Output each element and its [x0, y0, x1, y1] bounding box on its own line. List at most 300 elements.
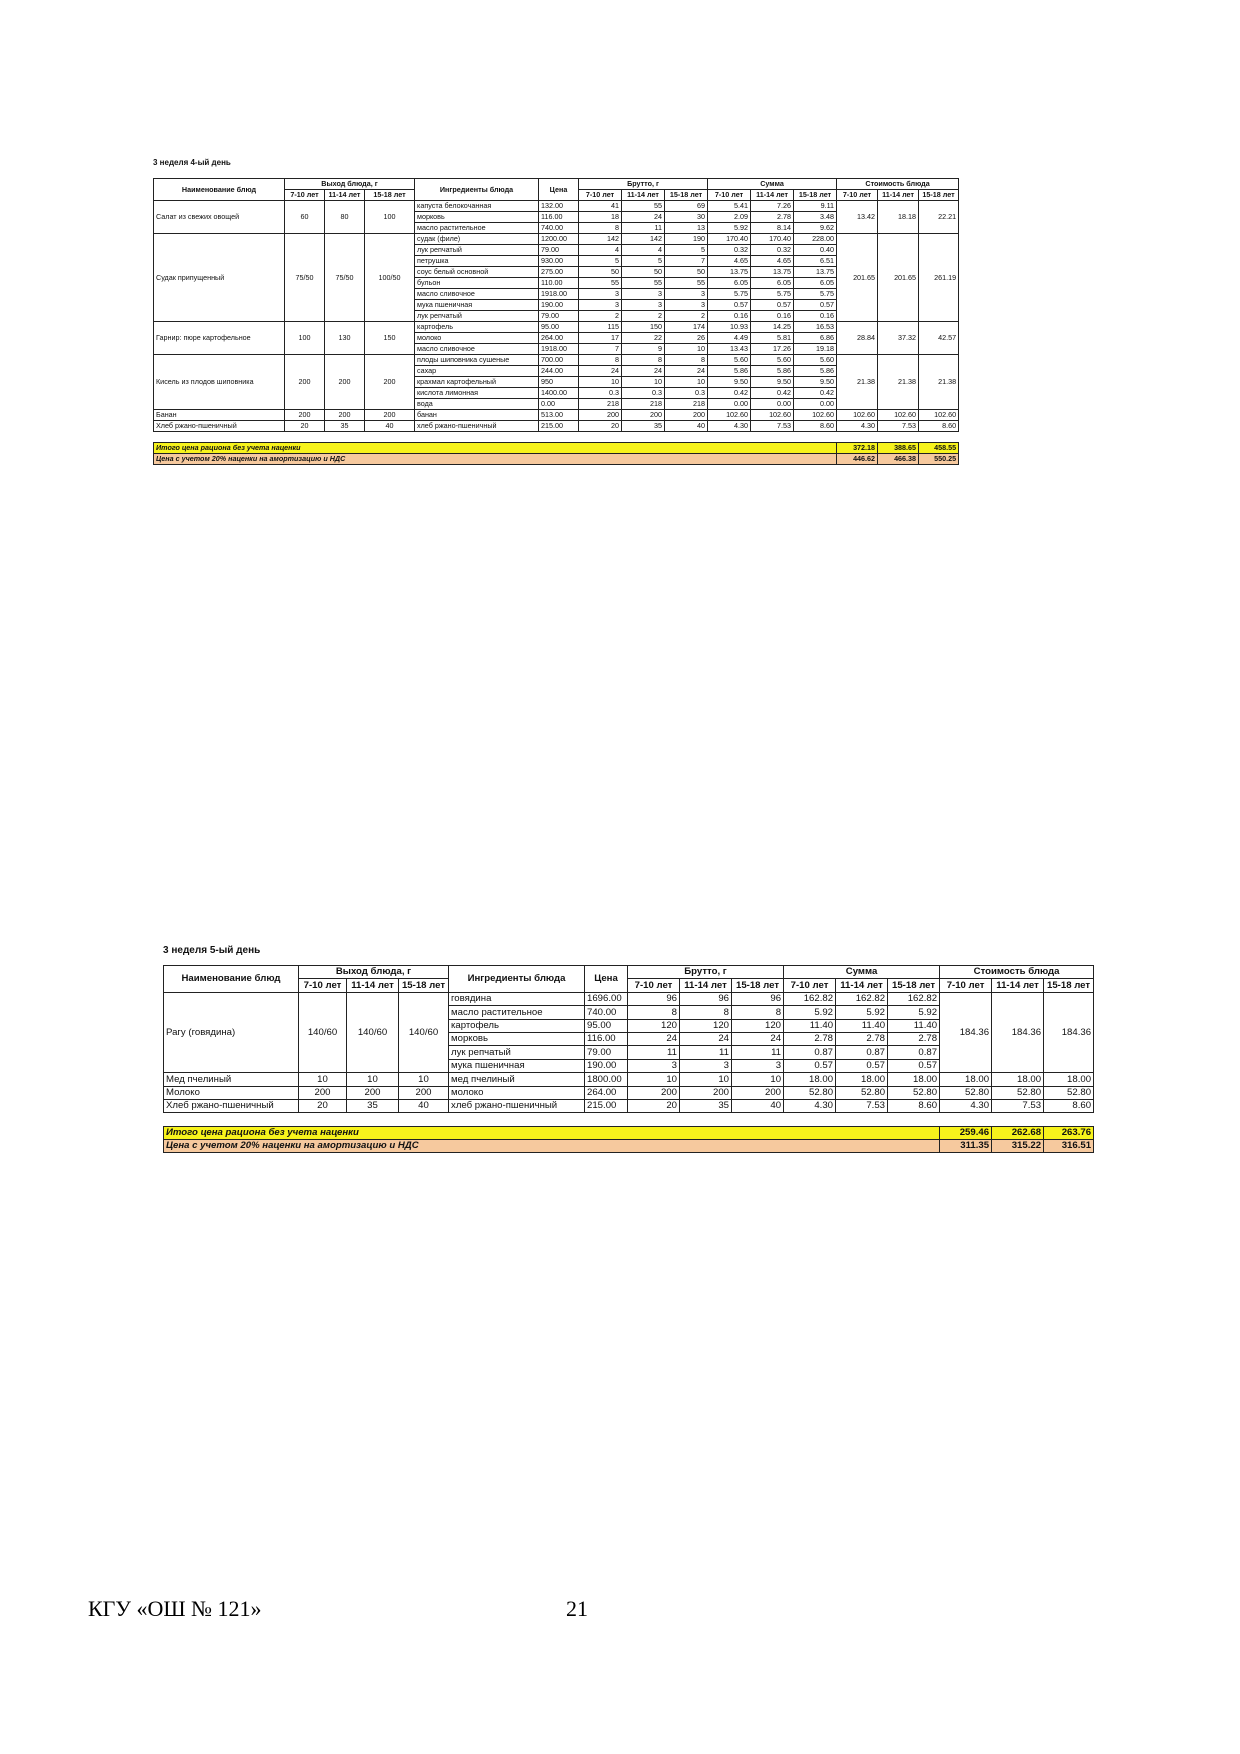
spacer-cell: [164, 1113, 1094, 1126]
day-title: 3 неделя 5-ый день: [163, 945, 261, 956]
sum-value: 13.75: [794, 267, 837, 278]
sum-value: 8.60: [794, 421, 837, 432]
header-output: Выход блюда, г: [285, 179, 415, 190]
sum-value: 102.60: [708, 410, 751, 421]
brutto-value: 3: [665, 300, 708, 311]
brutto-value: 3: [628, 1059, 680, 1072]
dish-name: Банан: [154, 410, 285, 421]
sum-value: 0.57: [784, 1059, 836, 1072]
brutto-value: 20: [579, 421, 622, 432]
brutto-value: 18: [579, 212, 622, 223]
brutto-value: 10: [732, 1073, 784, 1086]
brutto-value: 120: [680, 1019, 732, 1032]
brutto-value: 120: [628, 1019, 680, 1032]
header-cost: Стоимость блюда: [837, 179, 959, 190]
sum-value: 0.57: [888, 1059, 940, 1072]
table-row: [164, 1099, 1094, 1112]
brutto-value: 9: [622, 344, 665, 355]
dish-output: 60: [285, 201, 325, 234]
ingredient-name: мука пшеничная: [449, 1059, 585, 1072]
brutto-value: 115: [579, 322, 622, 333]
dish-cost: 7.53: [878, 421, 919, 432]
dish-output: 35: [347, 1099, 399, 1112]
dish-output: 140/60: [399, 992, 449, 1072]
sum-value: 52.80: [836, 1086, 888, 1099]
sum-value: 6.05: [794, 278, 837, 289]
total-row-value: 458.55: [919, 443, 959, 454]
ingredient-price: 95.00: [539, 322, 579, 333]
table-row: [154, 410, 959, 421]
dish-output: 100/50: [365, 234, 415, 322]
dish-cost: 184.36: [992, 992, 1044, 1072]
header-sum: Сумма: [784, 966, 940, 979]
brutto-value: 11: [680, 1046, 732, 1059]
brutto-value: 55: [665, 278, 708, 289]
sum-value: 5.92: [708, 223, 751, 234]
dish-output: 40: [365, 421, 415, 432]
header-age: 11-14 лет: [751, 190, 794, 201]
dish-cost: 18.00: [992, 1073, 1044, 1086]
brutto-value: 41: [579, 201, 622, 212]
ingredient-name: плоды шиповника сушеные: [415, 355, 539, 366]
ingredient-name: вода: [415, 399, 539, 410]
ingredient-price: 190.00: [585, 1059, 628, 1072]
markup-row: [154, 454, 959, 465]
brutto-value: 8: [628, 1006, 680, 1019]
sum-value: 0.87: [836, 1046, 888, 1059]
ingredient-name: масло сливочное: [415, 344, 539, 355]
markup-row-value: 466.38: [878, 454, 919, 465]
dish-output: 100: [365, 201, 415, 234]
total-row-value: 388.65: [878, 443, 919, 454]
ingredient-price: 215.00: [585, 1099, 628, 1112]
table-row: [154, 322, 959, 333]
brutto-value: 5: [622, 256, 665, 267]
dish-cost: 37.32: [878, 322, 919, 355]
sum-value: 0.00: [794, 399, 837, 410]
ingredient-price: 740.00: [585, 1006, 628, 1019]
header-ingredients: Ингредиенты блюда: [415, 179, 539, 201]
header-row: [164, 966, 1094, 979]
brutto-value: 17: [579, 333, 622, 344]
brutto-value: 10: [680, 1073, 732, 1086]
sum-value: 5.75: [708, 289, 751, 300]
ingredient-name: сахар: [415, 366, 539, 377]
sum-value: 6.05: [708, 278, 751, 289]
header-dish: Наименование блюд: [154, 179, 285, 201]
ingredient-price: 740.00: [539, 223, 579, 234]
header-age: 7-10 лет: [784, 979, 836, 992]
ingredient-name: молоко: [415, 333, 539, 344]
sum-value: 18.00: [836, 1073, 888, 1086]
markup-row: [164, 1140, 1094, 1153]
ingredient-name: масло растительное: [415, 223, 539, 234]
sum-value: 0.42: [751, 388, 794, 399]
brutto-value: 5: [579, 256, 622, 267]
sum-value: 0.16: [751, 311, 794, 322]
brutto-value: 5: [665, 245, 708, 256]
footer-org: КГУ «ОШ № 121»: [88, 1596, 262, 1621]
brutto-value: 2: [622, 311, 665, 322]
sum-value: 162.82: [784, 992, 836, 1005]
dish-cost: 42.57: [919, 322, 959, 355]
dish-output: 20: [285, 421, 325, 432]
brutto-value: 96: [628, 992, 680, 1005]
sum-value: 0.00: [708, 399, 751, 410]
dish-output: 80: [325, 201, 365, 234]
dish-cost: 8.60: [919, 421, 959, 432]
markup-row-label: Цена с учетом 20% наценки на амортизацию и НДС: [164, 1140, 940, 1153]
dish-cost: 8.60: [1044, 1099, 1094, 1112]
dish-cost: 13.42: [837, 201, 878, 234]
brutto-value: 11: [628, 1046, 680, 1059]
sum-value: 7.53: [836, 1099, 888, 1112]
ingredient-name: лук репчатый: [449, 1046, 585, 1059]
dish-output: 130: [325, 322, 365, 355]
sum-value: 228.00: [794, 234, 837, 245]
dish-cost: 4.30: [940, 1099, 992, 1112]
brutto-value: 55: [622, 278, 665, 289]
ingredient-price: 1800.00: [585, 1073, 628, 1086]
table-row: [154, 355, 959, 366]
sum-value: 10.93: [708, 322, 751, 333]
footer-page-number: 21: [566, 1596, 588, 1621]
header-age: 11-14 лет: [347, 979, 399, 992]
brutto-value: 142: [579, 234, 622, 245]
ingredient-name: бульон: [415, 278, 539, 289]
ingredient-price: 79.00: [539, 311, 579, 322]
table-row: [164, 1073, 1094, 1086]
ingredient-price: 1696.00: [585, 992, 628, 1005]
markup-row-value: 550.25: [919, 454, 959, 465]
brutto-value: 8: [680, 1006, 732, 1019]
sum-value: 170.40: [708, 234, 751, 245]
total-row-value: 372.18: [837, 443, 878, 454]
sum-value: 5.92: [836, 1006, 888, 1019]
header-age: 15-18 лет: [919, 190, 959, 201]
brutto-value: 50: [579, 267, 622, 278]
header-age: 11-14 лет: [992, 979, 1044, 992]
sum-value: 5.81: [751, 333, 794, 344]
brutto-value: 3: [579, 289, 622, 300]
ingredient-price: 264.00: [539, 333, 579, 344]
sum-value: 2.09: [708, 212, 751, 223]
ingredient-price: 79.00: [585, 1046, 628, 1059]
sum-value: 0.87: [784, 1046, 836, 1059]
brutto-value: 0.3: [579, 388, 622, 399]
ingredient-price: 1400.00: [539, 388, 579, 399]
brutto-value: 50: [665, 267, 708, 278]
total-row-label: Итого цена рациона без учета наценки: [164, 1126, 940, 1139]
dish-output: 20: [299, 1099, 347, 1112]
ingredient-price: 1200.00: [539, 234, 579, 245]
sum-value: 4.30: [708, 421, 751, 432]
dish-output: 10: [299, 1073, 347, 1086]
brutto-value: 10: [665, 344, 708, 355]
brutto-value: 10: [628, 1073, 680, 1086]
total-row: [164, 1126, 1094, 1139]
header-brutto: Брутто, г: [579, 179, 708, 190]
ingredient-name: лук репчатый: [415, 311, 539, 322]
spacer-cell: [154, 432, 959, 443]
ingredient-price: 513.00: [539, 410, 579, 421]
brutto-value: 3: [680, 1059, 732, 1072]
brutto-value: 3: [665, 289, 708, 300]
dish-cost: 52.80: [1044, 1086, 1094, 1099]
menu-block-day5: [163, 945, 1092, 1185]
header-price: Цена: [539, 179, 579, 201]
brutto-value: 3: [622, 289, 665, 300]
dish-output: 200: [325, 355, 365, 410]
sum-value: 5.75: [751, 289, 794, 300]
dish-cost: 102.60: [878, 410, 919, 421]
sum-value: 0.16: [708, 311, 751, 322]
sum-value: 162.82: [888, 992, 940, 1005]
sum-value: 7.53: [751, 421, 794, 432]
brutto-value: 10: [579, 377, 622, 388]
sum-value: 13.43: [708, 344, 751, 355]
ingredient-name: масло растительное: [449, 1006, 585, 1019]
total-row-value: 259.46: [940, 1126, 992, 1139]
header-age: 7-10 лет: [708, 190, 751, 201]
brutto-value: 24: [579, 366, 622, 377]
sum-value: 17.26: [751, 344, 794, 355]
brutto-value: 7: [665, 256, 708, 267]
brutto-value: 20: [628, 1099, 680, 1112]
dish-output: 140/60: [347, 992, 399, 1072]
table-row: [154, 421, 959, 432]
sum-value: 52.80: [784, 1086, 836, 1099]
sum-value: 170.40: [751, 234, 794, 245]
sum-value: 19.18: [794, 344, 837, 355]
dish-cost: 21.38: [878, 355, 919, 410]
sum-value: 0.57: [751, 300, 794, 311]
sum-value: 11.40: [836, 1019, 888, 1032]
header-age: 15-18 лет: [365, 190, 415, 201]
header-age: 11-14 лет: [680, 979, 732, 992]
brutto-value: 8: [579, 223, 622, 234]
sum-value: 11.40: [888, 1019, 940, 1032]
brutto-value: 40: [665, 421, 708, 432]
brutto-value: 0.3: [665, 388, 708, 399]
header-age: 15-18 лет: [888, 979, 940, 992]
header-output: Выход блюда, г: [299, 966, 449, 979]
dish-cost: 201.65: [878, 234, 919, 322]
dish-output: 35: [325, 421, 365, 432]
sum-value: 2.78: [751, 212, 794, 223]
ingredient-price: 275.00: [539, 267, 579, 278]
sum-value: 5.60: [751, 355, 794, 366]
sum-value: 6.05: [751, 278, 794, 289]
sum-value: 5.92: [784, 1006, 836, 1019]
sum-value: 2.78: [784, 1032, 836, 1045]
dish-output: 100: [285, 322, 325, 355]
sum-value: 9.50: [708, 377, 751, 388]
sum-value: 5.60: [708, 355, 751, 366]
sum-value: 0.40: [794, 245, 837, 256]
sum-value: 4.30: [784, 1099, 836, 1112]
ingredient-name: картофель: [449, 1019, 585, 1032]
ingredient-name: морковь: [415, 212, 539, 223]
brutto-value: 40: [732, 1099, 784, 1112]
brutto-value: 35: [622, 421, 665, 432]
brutto-value: 190: [665, 234, 708, 245]
ingredient-price: 1918.00: [539, 344, 579, 355]
header-age: 7-10 лет: [628, 979, 680, 992]
brutto-value: 30: [665, 212, 708, 223]
total-row-value: 262.68: [992, 1126, 1044, 1139]
dish-output: 40: [399, 1099, 449, 1112]
brutto-value: 200: [680, 1086, 732, 1099]
dish-cost: 22.21: [919, 201, 959, 234]
dish-name: Гарнир: пюре картофельное: [154, 322, 285, 355]
header-age: 15-18 лет: [794, 190, 837, 201]
brutto-value: 3: [579, 300, 622, 311]
dish-output: 200: [365, 355, 415, 410]
brutto-value: 10: [665, 377, 708, 388]
brutto-value: 55: [622, 201, 665, 212]
menu-block-day4: [153, 158, 957, 508]
sum-value: 9.62: [794, 223, 837, 234]
sum-value: 3.48: [794, 212, 837, 223]
header-age: 15-18 лет: [1044, 979, 1094, 992]
brutto-value: 8: [732, 1006, 784, 1019]
sum-value: 9.50: [794, 377, 837, 388]
dish-cost: 28.84: [837, 322, 878, 355]
ingredient-name: хлеб ржано-пшеничный: [449, 1099, 585, 1112]
ingredient-price: 930.00: [539, 256, 579, 267]
brutto-value: 174: [665, 322, 708, 333]
brutto-value: 8: [622, 355, 665, 366]
spacer-row: [164, 1113, 1094, 1126]
dish-output: 200: [365, 410, 415, 421]
brutto-value: 2: [665, 311, 708, 322]
dish-cost: 184.36: [940, 992, 992, 1072]
header-age: 15-18 лет: [665, 190, 708, 201]
total-row-label: Итого цена рациона без учета наценки: [154, 443, 837, 454]
sum-value: 0.57: [794, 300, 837, 311]
header-age: 11-14 лет: [878, 190, 919, 201]
total-row: [154, 443, 959, 454]
sum-value: 4.49: [708, 333, 751, 344]
sum-value: 7.26: [751, 201, 794, 212]
sum-value: 11.40: [784, 1019, 836, 1032]
markup-row-value: 316.51: [1044, 1140, 1094, 1153]
dish-output: 200: [347, 1086, 399, 1099]
dish-cost: 102.60: [837, 410, 878, 421]
sum-value: 0.32: [708, 245, 751, 256]
sum-value: 102.60: [794, 410, 837, 421]
brutto-value: 8: [579, 355, 622, 366]
dish-output: 75/50: [285, 234, 325, 322]
ingredient-name: соус белый основной: [415, 267, 539, 278]
ingredient-price: 79.00: [539, 245, 579, 256]
ingredient-price: 95.00: [585, 1019, 628, 1032]
dish-cost: 102.60: [919, 410, 959, 421]
brutto-value: 24: [622, 366, 665, 377]
header-age: 7-10 лет: [579, 190, 622, 201]
header-age: 11-14 лет: [622, 190, 665, 201]
brutto-value: 200: [665, 410, 708, 421]
sum-value: 9.50: [751, 377, 794, 388]
dish-name: Салат из свежих овощей: [154, 201, 285, 234]
brutto-value: 8: [665, 355, 708, 366]
header-age: 7-10 лет: [299, 979, 347, 992]
sum-value: 9.11: [794, 201, 837, 212]
header-age: 7-10 лет: [940, 979, 992, 992]
dish-cost: 4.30: [837, 421, 878, 432]
brutto-value: 96: [732, 992, 784, 1005]
brutto-value: 4: [579, 245, 622, 256]
header-row: [154, 179, 959, 190]
sum-value: 16.53: [794, 322, 837, 333]
header-age: 11-14 лет: [836, 979, 888, 992]
spacer-row: [154, 432, 959, 443]
sum-value: 162.82: [836, 992, 888, 1005]
dish-name: Мед пчелиный: [164, 1073, 299, 1086]
ingredient-price: 700.00: [539, 355, 579, 366]
menu-table: [163, 965, 1094, 1153]
sum-value: 52.80: [888, 1086, 940, 1099]
brutto-value: 2: [579, 311, 622, 322]
brutto-value: 3: [622, 300, 665, 311]
dish-cost: 21.38: [919, 355, 959, 410]
dish-cost: 261.19: [919, 234, 959, 322]
ingredient-price: 110.00: [539, 278, 579, 289]
brutto-value: 10: [622, 377, 665, 388]
sum-value: 5.92: [888, 1006, 940, 1019]
brutto-value: 200: [622, 410, 665, 421]
dish-output: 150: [365, 322, 415, 355]
sum-value: 6.86: [794, 333, 837, 344]
ingredient-name: капуста белокочанная: [415, 201, 539, 212]
brutto-value: 24: [680, 1032, 732, 1045]
brutto-value: 150: [622, 322, 665, 333]
dish-cost: 52.80: [940, 1086, 992, 1099]
dish-cost: 7.53: [992, 1099, 1044, 1112]
ingredient-name: крахмал картофельный: [415, 377, 539, 388]
header-age-row: [164, 979, 1094, 992]
sum-value: 5.86: [751, 366, 794, 377]
markup-row-value: 315.22: [992, 1140, 1044, 1153]
dish-output: 200: [399, 1086, 449, 1099]
table-row: [154, 234, 959, 245]
ingredient-price: 950: [539, 377, 579, 388]
table-row: [154, 201, 959, 212]
markup-row-value: 446.62: [837, 454, 878, 465]
sum-value: 13.75: [708, 267, 751, 278]
dish-cost: 52.80: [992, 1086, 1044, 1099]
dish-output: 200: [325, 410, 365, 421]
dish-name: Хлеб ржано-пшеничный: [164, 1099, 299, 1112]
ingredient-name: картофель: [415, 322, 539, 333]
sum-value: 18.00: [888, 1073, 940, 1086]
ingredient-name: морковь: [449, 1032, 585, 1045]
brutto-value: 69: [665, 201, 708, 212]
brutto-value: 24: [622, 212, 665, 223]
sum-value: 5.60: [794, 355, 837, 366]
header-age: 15-18 лет: [732, 979, 784, 992]
brutto-value: 24: [665, 366, 708, 377]
dish-name: Молоко: [164, 1086, 299, 1099]
brutto-value: 11: [622, 223, 665, 234]
ingredient-price: 215.00: [539, 421, 579, 432]
brutto-value: 200: [628, 1086, 680, 1099]
brutto-value: 13: [665, 223, 708, 234]
brutto-value: 35: [680, 1099, 732, 1112]
menu-table: [153, 178, 959, 465]
sum-value: 4.65: [751, 256, 794, 267]
